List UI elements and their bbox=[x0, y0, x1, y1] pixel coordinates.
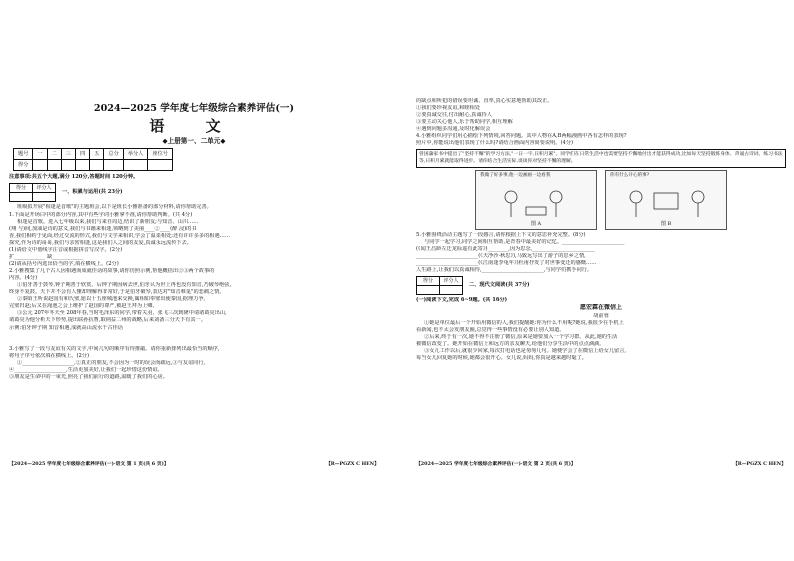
option-line: ①我们要珍视友谊,和睦相处 bbox=[416, 105, 480, 112]
exam-title: 2024—2025 学年度七年级综合素养评估(一) bbox=[93, 103, 295, 114]
left-page bbox=[9, 98, 379, 470]
answer-line[interactable]: (《闻王昌龄左迁龙标遥有此寄》)________,因为思念,________________________ bbox=[416, 246, 595, 253]
score-header: 三 bbox=[61, 149, 75, 160]
question-line: (1)请给文中划线字注音或根据拼音写汉字。(2分) bbox=[9, 246, 123, 253]
score-header: 二 bbox=[47, 149, 61, 160]
score-header: 座位号 bbox=[148, 149, 173, 160]
notice: 注意事项:共五个大题,满分 120分,答题时间 120分钟。 bbox=[9, 174, 139, 181]
answer-line[interactable]: ________________________(《江南逢李龟年》)杜甫抒发了对世事变迁的感慨…… bbox=[416, 260, 597, 267]
comic-pictures bbox=[416, 170, 786, 230]
section-2-title: 二、现代文阅读(共 37分) bbox=[469, 282, 530, 289]
score-cell[interactable] bbox=[123, 160, 148, 171]
score-header: 四 bbox=[76, 149, 90, 160]
score-cell[interactable] bbox=[90, 160, 104, 171]
comic-b bbox=[605, 170, 727, 230]
score-cell[interactable] bbox=[104, 160, 123, 171]
article-line: 看新闻,也不太会发朋友圈,总觉得一些事情没有必要让别人知道。 bbox=[416, 326, 565, 333]
answer-line[interactable]: 扩____________ 缺____________ bbox=[9, 253, 84, 260]
section-1-title: 一、积累与运用(共 23分) bbox=[62, 189, 123, 196]
comic-a bbox=[475, 170, 597, 230]
text-line: ②秦昭王听说赵国有和氏璧,愿以十五座城池来交换,蔺相如奉璧出使秦国,据理力争, bbox=[17, 296, 206, 303]
unit-scope: ◆上册第一、二单元◆ bbox=[162, 137, 226, 146]
left-footer bbox=[9, 461, 379, 468]
score-row-label: 得分 bbox=[14, 160, 33, 171]
comic-a-label: 图 A bbox=[530, 221, 542, 228]
article-line: 被微信改变了。她开始在微信上和远方的亲友聊天,给他们分享生活中的点点滴滴。 bbox=[416, 340, 605, 347]
text-line: ⑤朋友是生命中的一束光,照亮了我们前行的道路,温暖了我们的心房。 bbox=[9, 373, 168, 380]
score-cell[interactable] bbox=[148, 160, 173, 171]
score-cell[interactable] bbox=[47, 160, 61, 171]
grader-box bbox=[416, 276, 463, 295]
comic-b-bubble: 你有什么开心的事? bbox=[610, 172, 650, 178]
question-line: 3.小雅写了一段与友谊有关的文字,中间几句的顺序有待推敲。请你重新排列出最恰当的顺序, bbox=[9, 345, 220, 352]
footer-page-info: 【2024—2025 学年度七年级综合素养评估(一)·语文 第 1 页(共 6 页)】 bbox=[9, 461, 169, 468]
text-line: 终身不复鼓。天下并不会有人懂却理解得非常好,于是伯牙破琴,表达对"知音难觅"的悲痛之情。 bbox=[9, 289, 225, 296]
article-line: ②后来,终于有一次,她不得不注册了微信,原来是她要加入一个学习群。从此,她的生活 bbox=[424, 333, 618, 340]
footer-code: 【R—PGZX C HEN】 bbox=[325, 461, 379, 468]
article-title: 愿宏霖在微信上 bbox=[579, 304, 622, 312]
grader-person-label: 评分人 bbox=[440, 277, 463, 286]
score-cell[interactable] bbox=[61, 160, 75, 171]
grader-box bbox=[9, 183, 56, 202]
grader-score-label: 得分 bbox=[417, 277, 440, 286]
score-cell[interactable] bbox=[76, 160, 90, 171]
option-line: ③要主动关心他人,乐于帮助同学,相互理解 bbox=[416, 119, 513, 126]
text-line: 诸葛亮为他分析天下形势,提出联孙抗曹,取荆益二州的战略,后来刘备三分天下有其一。 bbox=[9, 317, 206, 324]
score-header: 五 bbox=[90, 149, 104, 160]
option-line: ④遇到问题多沟通,及时化解误会 bbox=[416, 126, 491, 133]
grader-person-cell[interactable] bbox=[33, 193, 56, 202]
score-cell[interactable] bbox=[33, 160, 47, 171]
section-1-head bbox=[9, 183, 379, 202]
text-line: 完璧归赵;后又在渑池之会上维护了赵国的尊严,被赵王拜为上卿。 bbox=[9, 303, 158, 310]
text-line: 班级拟开展"相逢是首歌"的主题班会,以下是班长小雅准备的部分材料,请你帮助完善。 bbox=[17, 204, 212, 211]
article-line: 每当女儿回复她的时候,她都会很开心。女儿说,妈妈,你真是越来越时髦了。 bbox=[416, 354, 587, 361]
grader-score-cell[interactable] bbox=[417, 286, 440, 295]
score-header: 一 bbox=[33, 149, 47, 160]
text-line: 香,我们相约于见面,经过交流的形式,我们与文学来相识,学会了温柔相处;还有许许多多的相遇…… bbox=[9, 232, 231, 239]
option-line: ②要真诚交往,付出耐心,真诚待人 bbox=[416, 112, 492, 119]
footer-code: 【R—PGZX C HEN】 bbox=[732, 461, 786, 468]
question-line: (2)请从括号内选出恰当的字,填在横线上。(2分) bbox=[9, 260, 119, 267]
text-line: 的缺点和所犯的错误要坦诚、直率,真心实意地帮助其改正。 bbox=[416, 98, 553, 104]
answer-line[interactable]: ________________________(《天净沙·秋思》),马致远写出了游子的思乡之情, bbox=[416, 253, 586, 260]
grader-score-cell[interactable] bbox=[10, 193, 33, 202]
question-line: 5.小雅围绕活动主题写了一段感言,请你根据上下文的意思补充完整。(8分) bbox=[416, 231, 586, 238]
subject-title: 语 文 bbox=[149, 117, 239, 136]
answer-line[interactable]: 人生路上,让我们以真诚相待,________________________,与同学们携手同行。 bbox=[416, 267, 593, 274]
question-line: 4.小雅组织同学们用心描绘下列情境,回答问题。其中人物在A,B两幅漫画中各有怎样的表现? bbox=[416, 133, 627, 140]
answer-line[interactable]: 与同学一起学习,同学之间相互帮助,是青春中最美好的记忆。________________________ bbox=[424, 238, 625, 245]
text-line[interactable]: ④____________________,生活更加美好,让我们一起珍惜这份情谊。 bbox=[9, 366, 163, 373]
question-line: 照片中,你能说出他们表现了什么吗?请结合画面内容简要说明。(4分) bbox=[416, 140, 574, 147]
score-header: 题号 bbox=[14, 149, 33, 160]
text-line: ③公元 207年冬天至 208年春,当时毛泽东的同学,带着关羽、张飞三次到隆中请诸葛亮出山, bbox=[17, 310, 227, 317]
article-line: ①她是单位最后一个开始用微信的人,我们提醒她:你为什么不用呢?她说,我很少在手机上 bbox=[424, 319, 624, 326]
question-line: 内容。(4分) bbox=[9, 275, 38, 282]
question-line: 将句子序号依次填在横线上。(2分) bbox=[9, 352, 89, 359]
subsection-title: (一)阅读下文,完成 6~9题。(共 16分) bbox=[416, 297, 508, 304]
article-line: ③女儿工作以后,就很少回家,每次打电话也是匆匆几句。她便学会了在微信上给女儿留言, bbox=[424, 347, 627, 354]
comic-b-label: 图 B bbox=[660, 221, 672, 228]
question-line: 2.小雅搜集了几个古人因相遇而成就佳话的故事,请你仿照示例,帮他概括出②③两个故事的 bbox=[9, 268, 215, 275]
score-table bbox=[13, 148, 173, 171]
text-line: 探究,作为诗的哥哥,我们与亲密相逢,这是我们人之间的友爱,真诚永远流传下去。 bbox=[9, 239, 192, 246]
comic-a-bubble: 我做了好多事,他一边画画一边看我 bbox=[480, 172, 551, 178]
score-header: 总分 bbox=[104, 149, 123, 160]
text-line[interactable]: ①____________________,②真正的朋友,不会因为一时的误会而疏远,③与友谊同行, bbox=[17, 359, 206, 366]
section-2-head bbox=[416, 276, 786, 295]
text-line: (翔 与)间,加油是诗的意义,我们与书籍来相逢,领略到了美丽____②____(醉 浸)的书 bbox=[9, 225, 197, 232]
footer-page-info: 【2024—2025 学年度七年级综合素养评估(一)·语文 第 2 页(共 6 页)】 bbox=[416, 461, 576, 468]
grader-person-cell[interactable] bbox=[440, 286, 463, 295]
text-line: ①伯牙善于鼓琴,钟子期善于欣赏。后钟子期因病去世,伯牙认为世上再也没有知音,乃破琴绝弦, bbox=[17, 282, 232, 289]
grader-score-label: 得分 bbox=[10, 184, 33, 193]
right-page bbox=[416, 98, 786, 470]
text-line: 相逢是首歌。进入七年级以来,我们与来自周边,结识了新朋友;与知音、山川…… bbox=[17, 218, 199, 225]
grader-person-label: 评分人 bbox=[33, 184, 56, 193]
material-box: 曾国藩家书中提出了"坚持不懈"的学习方法,"一日一字,日积月累"。同学们在日常生活中也需要坚持不懈地付出才能获得成功,比如每天坚持锻炼身体、背诵古诗词、练习书法等,日积月累就能取得进步。请你结合生活实际,谈谈你对坚持不懈的理解。 bbox=[416, 149, 786, 167]
question-line: 1.下面是开场白中的部分内容,其中有些字词小雅拿不准,请你帮助判断。(共 4分) bbox=[9, 211, 193, 218]
score-header: 举分人 bbox=[123, 149, 148, 160]
article-author: 胡前蓉 bbox=[593, 312, 609, 319]
example-line: 示例:伯牙钟子期 知音相遇,成就高山流水千古佳话 bbox=[9, 324, 123, 331]
right-footer bbox=[416, 461, 786, 468]
